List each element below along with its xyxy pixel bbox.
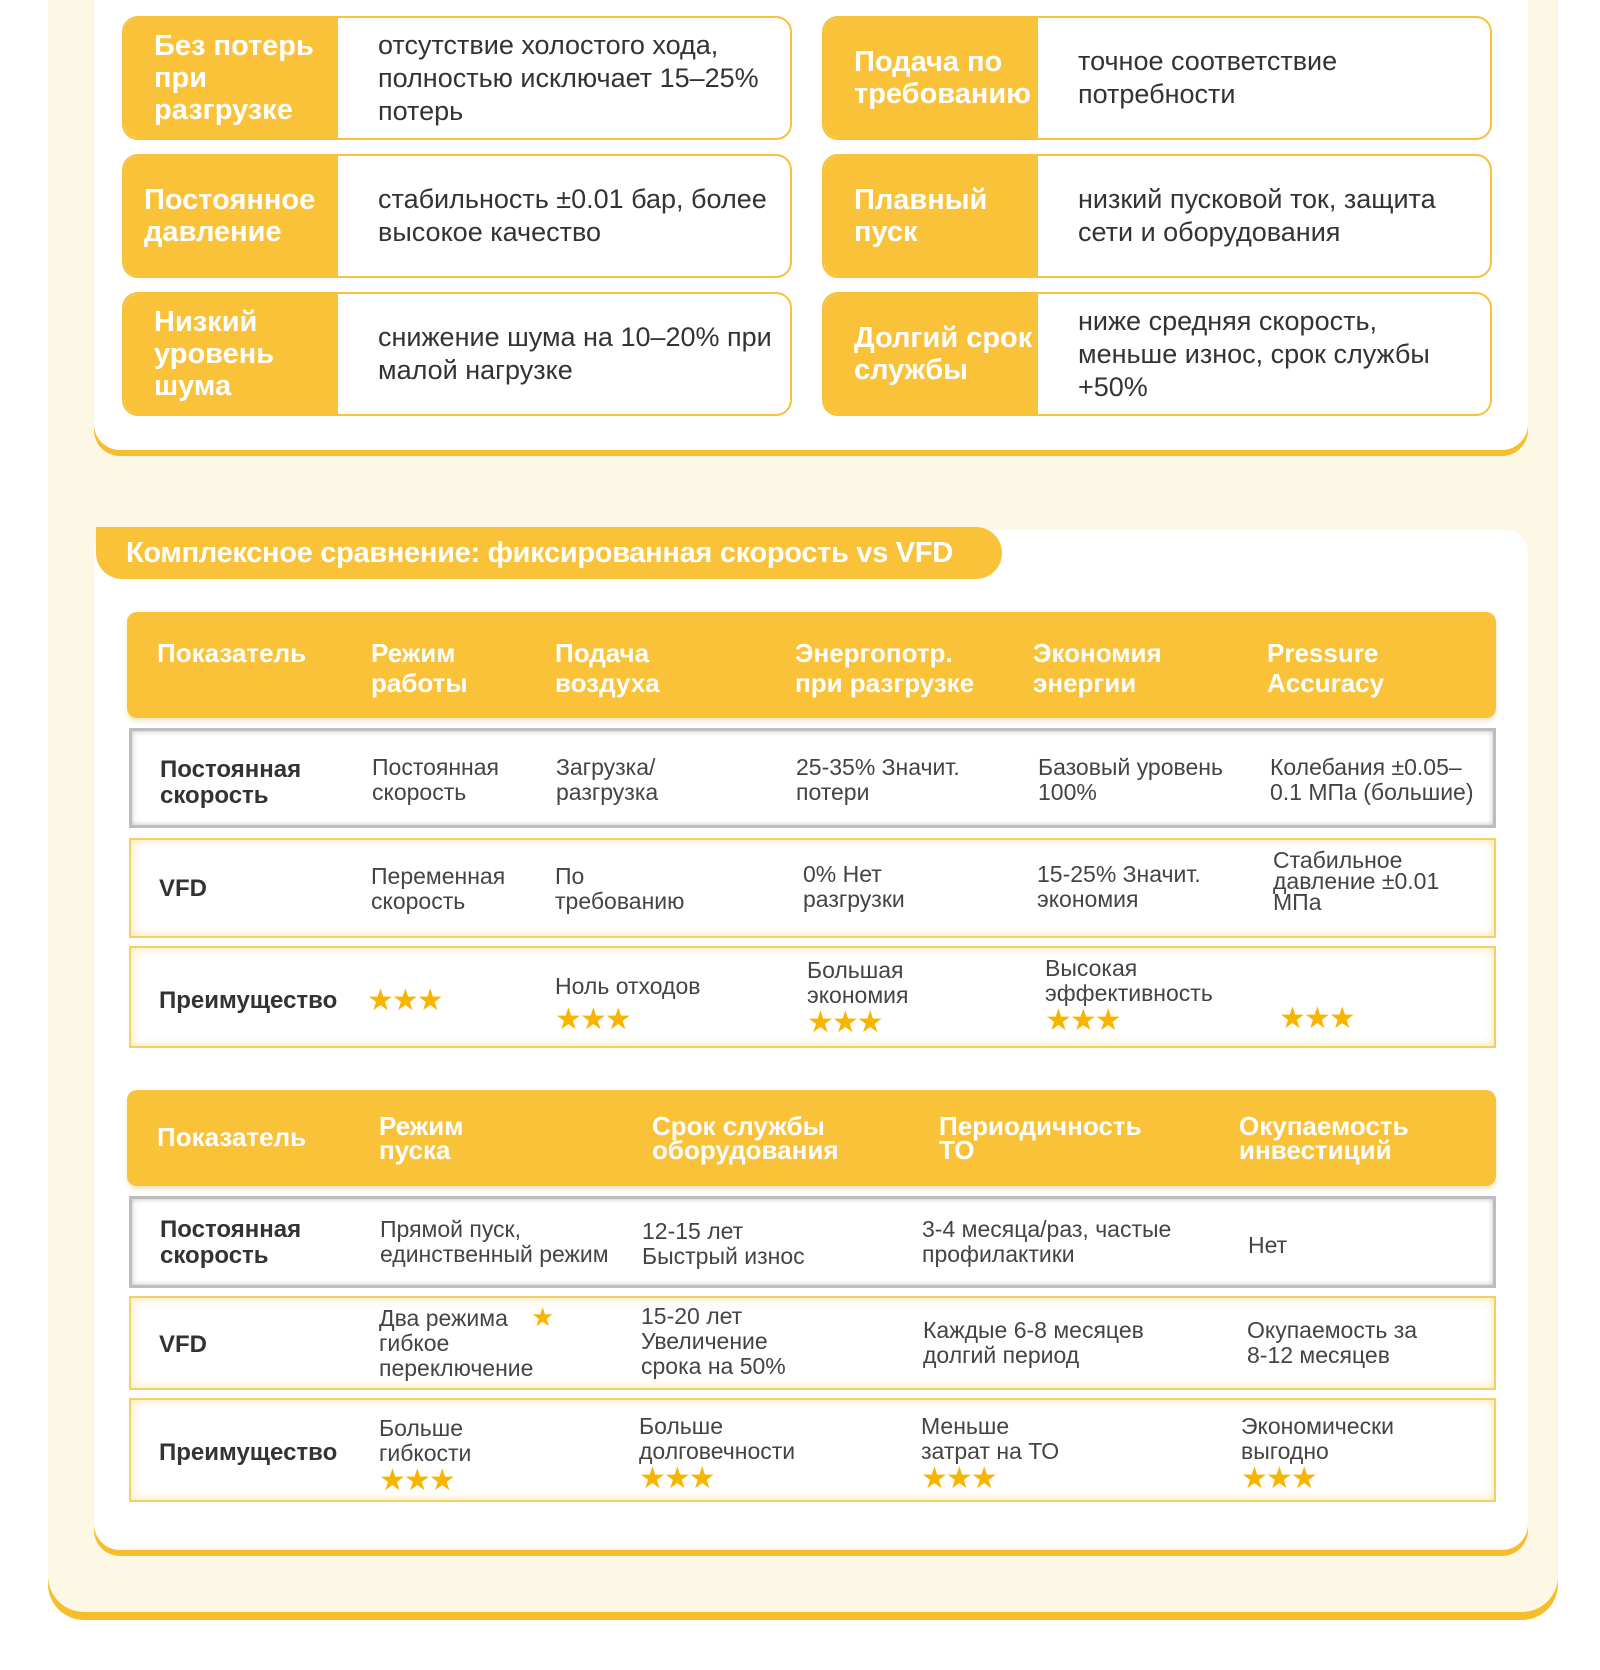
table-row <box>129 1398 1496 1502</box>
table-row <box>129 728 1496 828</box>
table-cell: 0% Нет разгрузки <box>803 861 905 912</box>
cell-text: Два режима гибкое переключение <box>379 1305 534 1381</box>
table1-header-cell: Подача воздуха <box>555 638 660 698</box>
table1-header-cell: Показатель <box>157 638 307 668</box>
row-label: Постоянная скорость <box>160 1216 302 1269</box>
feature-tag: Подача по требованию <box>824 18 1038 138</box>
table1-header-cell: Pressure Accuracy <box>1267 638 1385 698</box>
table-cell <box>367 986 442 1016</box>
star-icon: ★ <box>531 1302 553 1332</box>
feature-desc: точное соответствие потребности <box>1078 46 1338 109</box>
table-cell <box>807 958 947 1038</box>
table-row <box>129 838 1496 938</box>
feature-tag: Низкий уровень шума <box>124 294 338 414</box>
star-rating-icon: ★★★ <box>807 1006 882 1039</box>
table2-header-cell: Окупаемость инвестиций <box>1239 1111 1409 1165</box>
section-title: Комплексное сравнение: фиксированная скорость vs VFD <box>96 527 1002 579</box>
cell-text: Большая экономия <box>807 957 909 1008</box>
cell-text: Экономически выгодно <box>1241 1413 1394 1464</box>
table-row <box>129 946 1496 1048</box>
table-cell <box>379 1416 499 1496</box>
table-cell: Каждые 6-8 месяцев долгий период <box>923 1317 1144 1368</box>
feature-desc: снижение шума на 10–20% при малой нагрузке <box>378 322 772 385</box>
star-rating-icon: ★★★ <box>555 1003 630 1036</box>
feature-card <box>822 16 1492 140</box>
table1-header-cell: Энергопотр. при разгрузке <box>795 638 975 698</box>
table-cell: Базовый уровень 100% <box>1038 754 1223 805</box>
row-label: Постоянная скорость <box>160 756 302 809</box>
table-cell: Нет <box>1248 1232 1288 1258</box>
table-row <box>129 1296 1496 1390</box>
table-cell <box>555 974 735 1035</box>
table-cell: Переменная скорость <box>371 863 506 914</box>
table-cell <box>531 1302 552 1332</box>
feature-card <box>122 16 792 140</box>
table-cell: 12-15 лет Быстрый износ <box>642 1218 805 1269</box>
feature-desc: отсутствие холостого хода, полностью исключает 15–25% потерь <box>378 29 759 126</box>
feature-desc: стабильность ±0.01 бар, более высокое качество <box>378 184 767 247</box>
table-cell <box>1045 956 1245 1036</box>
table-cell: Колебания ±0.05–0.1 МПа (большие) <box>1270 754 1474 805</box>
table-cell <box>1279 1004 1354 1034</box>
feature-desc: ниже средняя скорость, меньше износ, срок службы +50% <box>1078 305 1430 402</box>
table1-header <box>127 612 1496 718</box>
table-cell: Прямой пуск, единственный режим <box>380 1216 609 1267</box>
table2-header-cell: Срок службы оборудования <box>652 1111 839 1165</box>
feature-tag: Плавный пуск <box>824 156 1038 276</box>
star-rating-icon: ★★★ <box>379 1464 454 1497</box>
table2-header-cell: Режим пуска <box>379 1111 464 1165</box>
feature-tag: Без потерь при разгрузке <box>124 18 338 138</box>
table1-header-cell: Экономия энергии <box>1033 638 1162 698</box>
table-cell: 3-4 месяца/раз, частые профилактики <box>922 1216 1172 1267</box>
table-cell: Загрузка/ разгрузка <box>556 754 659 805</box>
row-label: VFD <box>159 1331 207 1358</box>
feature-desc: низкий пусковой ток, защита сети и оборудования <box>1078 184 1436 247</box>
row-label: Преимущество <box>159 987 338 1014</box>
table-cell <box>639 1414 819 1494</box>
table-cell: 25-35% Значит. потери <box>796 754 960 805</box>
star-rating-icon: ★★★ <box>367 984 442 1017</box>
feature-tag: Долгий срок службы <box>824 294 1038 414</box>
table-cell: Окупаемость за 8-12 месяцев <box>1247 1317 1418 1368</box>
star-rating-icon: ★★★ <box>921 1462 996 1495</box>
row-label: VFD <box>159 875 207 902</box>
row-label: Преимущество <box>159 1439 338 1466</box>
table-cell: Стабильное давление ±0.01 МПа <box>1273 847 1440 915</box>
table-cell: 15-25% Значит. экономия <box>1037 861 1201 912</box>
table-cell: Постоянная скорость <box>372 754 499 805</box>
table-cell <box>1241 1414 1421 1494</box>
table-cell <box>921 1414 1081 1494</box>
cell-text: Высокая эффективность <box>1045 955 1213 1006</box>
cell-text: Ноль отходов <box>555 973 701 999</box>
feature-tag: Постоянное давление <box>124 156 338 276</box>
cell-text: Больше долговечности <box>639 1413 796 1464</box>
star-rating-icon: ★★★ <box>1279 1002 1354 1035</box>
feature-card <box>822 292 1492 416</box>
cell-text: Меньше затрат на ТО <box>921 1413 1060 1464</box>
table-cell: По требованию <box>555 863 685 914</box>
star-rating-icon: ★★★ <box>639 1462 714 1495</box>
feature-card <box>122 154 792 278</box>
table-row <box>129 1196 1496 1288</box>
cell-text: Больше гибкости <box>379 1415 472 1466</box>
table-cell: 15-20 лет Увеличение срока на 50% <box>641 1303 786 1379</box>
table2-header-cell: Показатель <box>157 1122 307 1152</box>
table2-header-cell: Периодичность ТО <box>939 1111 1142 1165</box>
table1-header-cell: Режим работы <box>371 638 468 698</box>
table2-header <box>127 1090 1496 1186</box>
feature-card <box>822 154 1492 278</box>
star-rating-icon: ★★★ <box>1045 1004 1120 1037</box>
star-rating-icon: ★★★ <box>1241 1462 1316 1495</box>
feature-card <box>122 292 792 416</box>
